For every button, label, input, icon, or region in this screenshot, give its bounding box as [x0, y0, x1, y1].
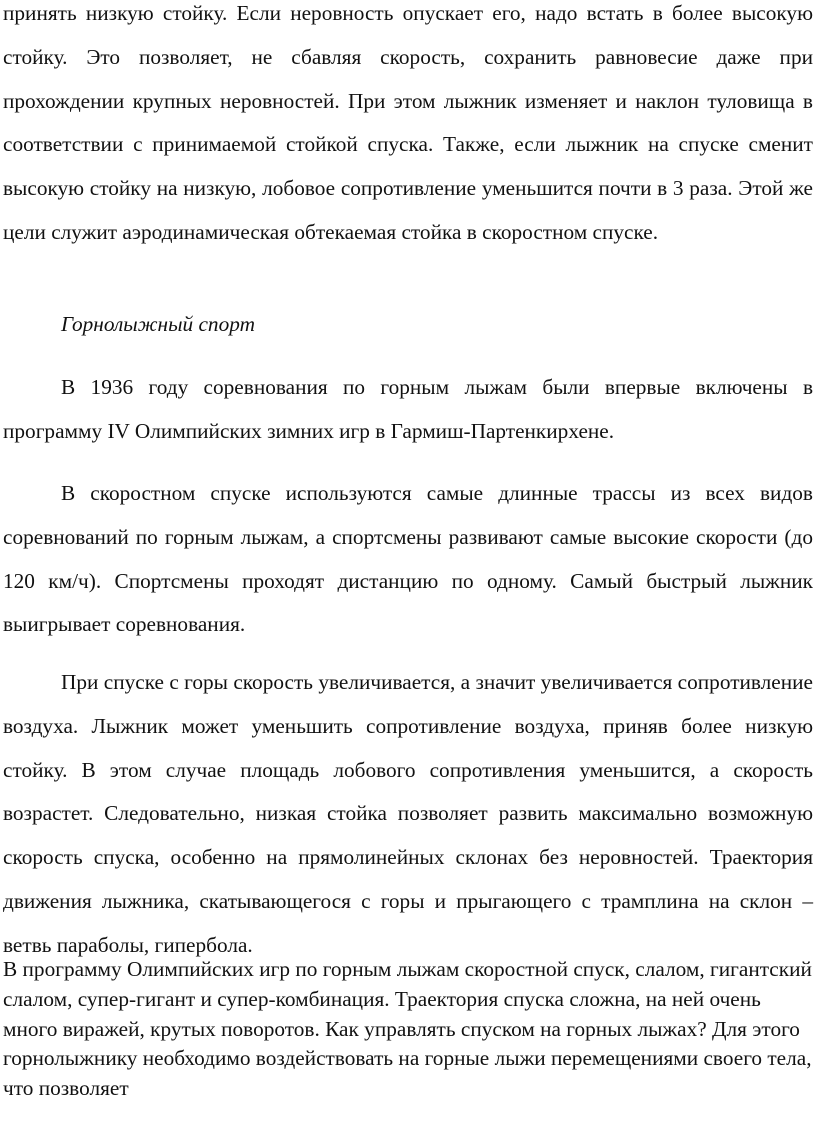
- section-heading-alpine-skiing: Горнолыжный спорт: [61, 312, 255, 336]
- paragraph-stance-continuation: принять низкую стойку. Если неровность опускает его, надо встать в более высокую стойку. Это позволяет, не сбавляя скорость, сохранить равновесие даже при прохождении крупных неровностей. При этом лыжник изменяет и наклон туловища в соответствии с принимаемой стойкой спуска. Также, если лыжник на спуске сменит высокую стойку на низкую, лобовое сопротивление уменьшится почти в 3 раза. Этой же цели служит аэродинамическая обтекаемая стойка в скоростном спуске.: [3, 1, 813, 244]
- paragraph-olympics-1936: В 1936 году соревнования по горным лыжам были впервые включены в программу IV Олимпийских зимних игр в Гармиш-Партенкирхене.: [3, 375, 813, 443]
- paragraph-downhill: В скоростном спуске используются самые длинные трассы из всех видов соревнований по горным лыжам, а спортсмены развивают самые высокие скорости (до 120 км/ч). Спортсмены проходят дистанцию по одному. Самый быстрый лыжник выигрывает соревнования.: [3, 481, 813, 637]
- paragraph-air-resistance: При спуске с горы скорость увеличивается, а значит увеличивается сопротивление воздуха. Лыжник может уменьшить сопротивление воздуха, приняв более низкую стойку. В этом случае площадь лобового сопротивления уменьшится, а скорость возрастет. Следовательно, низкая стойка позволяет развить максимально возможную скорость спуска, особенно на прямолинейных склонах без неровностей. Траектория движения лыжника, скатывающегося с горы и прыгающего с трамплина на склон – ветвь параболы, гипербола.: [3, 670, 813, 957]
- paragraph-olympic-program: В программу Олимпийских игр по горным лыжам скоростной спуск, слалом, гигантский слалом, супер-гигант и супер-комбинация. Траектория спуска сложна, на ней очень много виражей, крутых поворотов. Как управлять спуском на горных лыжах? Для этого горнолыжнику необходимо воздействовать на горные лыжи перемещениями своего тела, что позволяет: [3, 957, 812, 1101]
